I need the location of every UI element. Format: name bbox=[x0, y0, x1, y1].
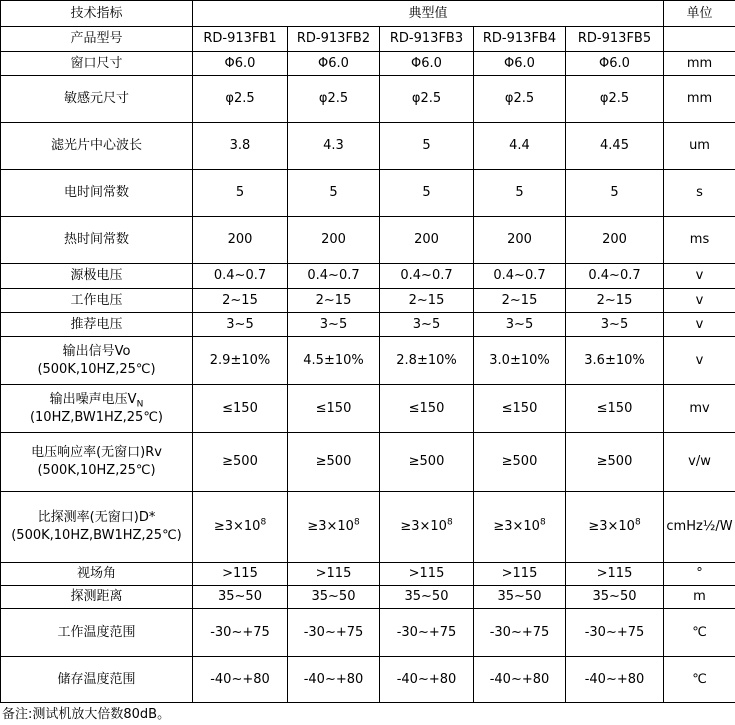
spec-value bbox=[566, 385, 664, 433]
spec-value-text: ≤150 bbox=[596, 400, 633, 416]
spec-value-text: Φ6.0 bbox=[411, 55, 442, 71]
spec-name-text: 热时间常数 bbox=[63, 232, 129, 247]
spec-value-text: -40~+80 bbox=[396, 671, 457, 687]
spec-value bbox=[193, 657, 288, 703]
spec-unit: v/w bbox=[664, 433, 735, 492]
spec-value-text: -30~+75 bbox=[584, 624, 645, 640]
spec-value bbox=[193, 289, 288, 313]
spec-name-line1 bbox=[1, 184, 192, 202]
spec-value-text: φ2.5 bbox=[411, 91, 442, 106]
header-row bbox=[1, 1, 735, 27]
spec-value bbox=[288, 289, 380, 313]
spec-name-line1 bbox=[1, 267, 192, 285]
spec-value-text: ≥3×10 bbox=[588, 519, 635, 534]
spec-value-text: -30~+75 bbox=[303, 624, 364, 640]
spec-name-text: 视场角 bbox=[76, 566, 116, 581]
model-cell: RD-913FB4 bbox=[474, 27, 566, 52]
spec-name-text: 滤光片中心波长 bbox=[50, 138, 142, 153]
spec-value-text: >115 bbox=[315, 566, 352, 581]
spec-value bbox=[380, 313, 474, 337]
model-cell: RD-913FB3 bbox=[380, 27, 474, 52]
spec-row bbox=[1, 337, 735, 385]
spec-value-text: 3~5 bbox=[600, 316, 629, 332]
spec-value bbox=[193, 313, 288, 337]
spec-unit: ℃ bbox=[664, 609, 735, 657]
spec-value bbox=[288, 563, 380, 586]
spec-value bbox=[380, 123, 474, 170]
spec-value bbox=[474, 264, 566, 289]
spec-name bbox=[1, 492, 193, 563]
spec-value bbox=[288, 313, 380, 337]
spec-value-text: ≤150 bbox=[501, 400, 538, 416]
spec-name-line1 bbox=[1, 292, 192, 310]
spec-value-text: -40~+80 bbox=[210, 671, 270, 687]
spec-value-text: 5 bbox=[515, 185, 524, 200]
spec-value bbox=[474, 52, 566, 76]
spec-value-text: 2~15 bbox=[408, 292, 445, 308]
spec-value-text: -40~+80 bbox=[489, 671, 550, 687]
spec-value bbox=[566, 52, 664, 76]
spec-value-text: ≥3×10 bbox=[213, 519, 261, 534]
spec-value-text: φ2.5 bbox=[599, 91, 630, 106]
spec-value bbox=[474, 76, 566, 123]
spec-value-exponent: 8 bbox=[634, 517, 641, 528]
spec-name bbox=[1, 289, 193, 313]
spec-value-text: Φ6.0 bbox=[318, 55, 349, 71]
spec-unit: mm bbox=[664, 76, 735, 123]
spec-value bbox=[566, 609, 664, 657]
spec-value-text: ≥500 bbox=[596, 454, 633, 469]
spec-value bbox=[566, 492, 664, 563]
spec-value bbox=[193, 563, 288, 586]
spec-value bbox=[380, 586, 474, 609]
spec-unit: um bbox=[664, 123, 735, 170]
model-label: 产品型号 bbox=[1, 27, 193, 52]
spec-unit: ° bbox=[664, 563, 735, 586]
spec-value-text: -30~+75 bbox=[489, 624, 550, 640]
spec-value bbox=[193, 52, 288, 76]
spec-value-text: 35~50 bbox=[497, 589, 542, 604]
spec-value-text: 5 bbox=[610, 185, 619, 200]
spec-value bbox=[566, 289, 664, 313]
spec-value bbox=[566, 217, 664, 264]
spec-value-text: ≥3×10 bbox=[400, 519, 447, 534]
spec-name bbox=[1, 123, 193, 170]
spec-unit: v bbox=[664, 313, 735, 337]
spec-value bbox=[474, 170, 566, 217]
spec-value-text: 2~15 bbox=[315, 292, 352, 308]
spec-row bbox=[1, 657, 735, 703]
spec-value-text: ≤150 bbox=[408, 400, 445, 416]
spec-row bbox=[1, 52, 735, 76]
model-row bbox=[1, 27, 735, 52]
spec-value-text: -40~+80 bbox=[584, 671, 645, 687]
spec-unit: ℃ bbox=[664, 657, 735, 703]
spec-name-text: 输出信号Vo bbox=[62, 343, 131, 359]
spec-name bbox=[1, 52, 193, 76]
spec-value bbox=[380, 563, 474, 586]
spec-name-line1 bbox=[1, 137, 192, 155]
spec-name-text: 电时间常数 bbox=[63, 185, 129, 200]
spec-name-line1 bbox=[1, 565, 192, 583]
spec-value bbox=[380, 264, 474, 289]
spec-name-line1 bbox=[1, 231, 192, 249]
model-cell: RD-913FB1 bbox=[193, 27, 288, 52]
spec-value-text: Φ6.0 bbox=[599, 55, 630, 71]
spec-name bbox=[1, 586, 193, 609]
spec-value bbox=[193, 123, 288, 170]
spec-value bbox=[566, 264, 664, 289]
spec-value-text: -30~+75 bbox=[396, 624, 457, 640]
spec-name-text: 工作电压 bbox=[70, 292, 123, 308]
spec-name-text: 推荐电压 bbox=[70, 316, 123, 332]
spec-value bbox=[288, 264, 380, 289]
spec-unit: v bbox=[664, 289, 735, 313]
spec-value-text: 2~15 bbox=[222, 292, 258, 308]
spec-row bbox=[1, 217, 735, 264]
spec-value bbox=[193, 385, 288, 433]
spec-value-text: 3.8 bbox=[229, 138, 251, 153]
spec-value-text: 35~50 bbox=[218, 589, 262, 604]
header-indicator: 技术指标 bbox=[1, 1, 193, 27]
spec-value-text: 4.3 bbox=[323, 138, 344, 153]
spec-name-conditions: (500K,10HZ,BW1HZ,25℃) bbox=[11, 528, 182, 543]
spec-value-text: 5 bbox=[329, 185, 338, 200]
spec-name-line1 bbox=[1, 90, 192, 108]
spec-value bbox=[193, 170, 288, 217]
model-cell: RD-913FB5 bbox=[566, 27, 664, 52]
spec-name bbox=[1, 609, 193, 657]
spec-name-line1 bbox=[1, 509, 192, 527]
spec-name-line1 bbox=[1, 391, 192, 409]
spec-value-text: -30~+75 bbox=[210, 624, 270, 640]
spec-value-text: >115 bbox=[596, 566, 633, 581]
spec-unit: mv bbox=[664, 385, 735, 433]
spec-value-exponent: 8 bbox=[260, 517, 267, 528]
spec-name bbox=[1, 433, 193, 492]
spec-unit: mm bbox=[664, 52, 735, 76]
spec-value-text: 3~5 bbox=[226, 316, 254, 332]
spec-name-subscript: N bbox=[136, 399, 144, 410]
spec-value-exponent: 8 bbox=[539, 517, 546, 528]
spec-value-text: 3~5 bbox=[319, 316, 348, 332]
spec-value bbox=[566, 586, 664, 609]
spec-name bbox=[1, 563, 193, 586]
spec-row bbox=[1, 563, 735, 586]
header-typical: 典型值 bbox=[193, 1, 664, 27]
spec-value bbox=[193, 217, 288, 264]
spec-value bbox=[288, 586, 380, 609]
spec-value bbox=[380, 52, 474, 76]
spec-name bbox=[1, 337, 193, 385]
spec-row bbox=[1, 264, 735, 289]
spec-value bbox=[193, 609, 288, 657]
spec-value-text: 4.5±10% bbox=[303, 352, 364, 368]
spec-value-text: 2.8±10% bbox=[396, 352, 457, 368]
spec-value-text: 5 bbox=[422, 185, 431, 200]
spec-value bbox=[380, 337, 474, 385]
spec-value bbox=[288, 385, 380, 433]
spec-name-conditions: (500K,10HZ,25℃) bbox=[37, 463, 156, 478]
spec-value bbox=[288, 123, 380, 170]
spec-value-text: 0.4~0.7 bbox=[213, 268, 267, 283]
spec-name-text: 窗口尺寸 bbox=[70, 55, 123, 71]
spec-name-text: 电压响应率(无窗口)Rv bbox=[31, 445, 162, 460]
spec-value-text: ≥3×10 bbox=[307, 519, 354, 534]
spec-value bbox=[566, 313, 664, 337]
spec-value bbox=[566, 170, 664, 217]
spec-value bbox=[474, 123, 566, 170]
spec-value-text: 35~50 bbox=[592, 589, 637, 604]
spec-value bbox=[288, 170, 380, 217]
spec-value bbox=[380, 385, 474, 433]
spec-name-conditions: (10HZ,BW1HZ,25℃) bbox=[29, 409, 164, 425]
spec-value-text: -40~+80 bbox=[303, 671, 364, 687]
spec-value bbox=[380, 492, 474, 563]
spec-value bbox=[474, 586, 566, 609]
spec-name-line1 bbox=[1, 316, 192, 334]
spec-name-text: 工作温度范围 bbox=[57, 624, 136, 640]
spec-unit: m bbox=[664, 586, 735, 609]
spec-value-text: φ2.5 bbox=[504, 91, 535, 106]
spec-value-text: 3~5 bbox=[505, 316, 534, 332]
spec-value-text: 4.45 bbox=[600, 138, 629, 153]
spec-name-text: 储存温度范围 bbox=[57, 671, 136, 687]
spec-value-text: φ2.5 bbox=[318, 91, 349, 106]
spec-value bbox=[193, 492, 288, 563]
spec-name-text: 探测距离 bbox=[70, 589, 123, 604]
spec-unit: s bbox=[664, 170, 735, 217]
spec-value bbox=[193, 337, 288, 385]
spec-unit: cmHz½/W bbox=[664, 492, 735, 563]
spec-name-text: 输出噪声电压V bbox=[49, 391, 137, 407]
spec-value bbox=[288, 609, 380, 657]
spec-row bbox=[1, 385, 735, 433]
spec-value bbox=[566, 563, 664, 586]
spec-value bbox=[566, 433, 664, 492]
spec-value bbox=[380, 217, 474, 264]
spec-value-text: Φ6.0 bbox=[224, 55, 256, 71]
spec-value-text: ≤150 bbox=[315, 400, 352, 416]
spec-value-text: 0.4~0.7 bbox=[400, 268, 453, 283]
spec-value bbox=[288, 217, 380, 264]
spec-unit: v bbox=[664, 337, 735, 385]
spec-row bbox=[1, 586, 735, 609]
spec-value-text: >115 bbox=[408, 566, 445, 581]
spec-value-exponent: 8 bbox=[446, 517, 453, 528]
spec-name-text: 比探测率(无窗口)D* bbox=[37, 510, 156, 525]
spec-value bbox=[474, 313, 566, 337]
spec-row bbox=[1, 492, 735, 563]
spec-value bbox=[288, 76, 380, 123]
spec-value-text: ≥500 bbox=[408, 454, 445, 469]
spec-name-text: 敏感元尺寸 bbox=[63, 91, 129, 106]
spec-value-text: φ2.5 bbox=[225, 91, 255, 106]
spec-value bbox=[474, 385, 566, 433]
spec-value bbox=[288, 337, 380, 385]
spec-value bbox=[566, 657, 664, 703]
spec-value-text: ≥500 bbox=[222, 454, 258, 469]
spec-value bbox=[474, 217, 566, 264]
spec-row bbox=[1, 609, 735, 657]
spec-value-text: 5 bbox=[422, 138, 431, 153]
spec-name bbox=[1, 657, 193, 703]
spec-value-text: 4.4 bbox=[509, 138, 530, 153]
spec-value bbox=[288, 492, 380, 563]
spec-value bbox=[380, 609, 474, 657]
spec-value-text: 2.9±10% bbox=[209, 352, 271, 368]
spec-value-text: 3~5 bbox=[412, 316, 441, 332]
spec-value bbox=[193, 76, 288, 123]
spec-value bbox=[474, 563, 566, 586]
model-unit bbox=[664, 27, 735, 52]
model-cell: RD-913FB2 bbox=[288, 27, 380, 52]
spec-value bbox=[380, 76, 474, 123]
spec-row bbox=[1, 76, 735, 123]
spec-name-line1 bbox=[1, 624, 192, 642]
spec-value bbox=[288, 657, 380, 703]
header-unit: 单位 bbox=[664, 1, 735, 27]
spec-value bbox=[566, 123, 664, 170]
spec-value-text: 0.4~0.7 bbox=[493, 268, 546, 283]
spec-rows bbox=[1, 52, 735, 703]
spec-name bbox=[1, 217, 193, 264]
spec-value-text: >115 bbox=[501, 566, 538, 581]
spec-name bbox=[1, 385, 193, 433]
spec-value bbox=[474, 337, 566, 385]
spec-value-text: 200 bbox=[507, 232, 532, 247]
spec-value-text: Φ6.0 bbox=[504, 55, 535, 71]
spec-name-line1 bbox=[1, 55, 192, 73]
spec-name bbox=[1, 264, 193, 289]
spec-value-text: ≤150 bbox=[222, 400, 258, 416]
spec-name-line1 bbox=[1, 588, 192, 606]
spec-row bbox=[1, 313, 735, 337]
spec-value-text: 2~15 bbox=[596, 292, 633, 308]
spec-name-line1 bbox=[1, 671, 192, 689]
spec-row bbox=[1, 123, 735, 170]
spec-name bbox=[1, 313, 193, 337]
spec-value-text: 2~15 bbox=[501, 292, 538, 308]
spec-value bbox=[193, 264, 288, 289]
spec-value-text: 3.0±10% bbox=[489, 352, 550, 368]
spec-value-text: 3.6±10% bbox=[584, 352, 645, 368]
spec-row bbox=[1, 170, 735, 217]
spec-value bbox=[380, 289, 474, 313]
spec-value bbox=[474, 289, 566, 313]
spec-value-text: 0.4~0.7 bbox=[588, 268, 641, 283]
spec-unit: ms bbox=[664, 217, 735, 264]
spec-value bbox=[380, 433, 474, 492]
spec-value bbox=[288, 433, 380, 492]
spec-value bbox=[288, 52, 380, 76]
spec-value-text: 35~50 bbox=[311, 589, 356, 604]
spec-unit: v bbox=[664, 264, 735, 289]
spec-name-line1 bbox=[1, 444, 192, 462]
spec-value bbox=[566, 76, 664, 123]
spec-value-text: 200 bbox=[414, 232, 439, 247]
spec-value bbox=[474, 492, 566, 563]
spec-value bbox=[380, 170, 474, 217]
spec-name-line1 bbox=[1, 343, 192, 361]
spec-name bbox=[1, 170, 193, 217]
spec-value-text: 5 bbox=[235, 185, 245, 200]
spec-value-text: ≥500 bbox=[315, 454, 352, 469]
spec-value-text: 200 bbox=[227, 232, 253, 247]
spec-value-text: 0.4~0.7 bbox=[307, 268, 360, 283]
spec-value-exponent: 8 bbox=[353, 517, 360, 528]
spec-value-text: 200 bbox=[602, 232, 627, 247]
spec-name bbox=[1, 76, 193, 123]
spec-value bbox=[474, 609, 566, 657]
spec-row bbox=[1, 289, 735, 313]
spec-value bbox=[566, 337, 664, 385]
spec-name-text: 源极电压 bbox=[70, 268, 123, 283]
spec-value bbox=[193, 586, 288, 609]
footnote: 备注:测试机放大倍数80dB。 bbox=[2, 707, 171, 722]
spec-value bbox=[380, 657, 474, 703]
spec-value bbox=[193, 433, 288, 492]
spec-value-text: ≥3×10 bbox=[493, 519, 540, 534]
spec-value bbox=[474, 657, 566, 703]
spec-row bbox=[1, 433, 735, 492]
spec-value bbox=[474, 433, 566, 492]
spec-name-conditions: (500K,10HZ,25℃) bbox=[37, 361, 156, 377]
spec-value-text: ≥500 bbox=[501, 454, 538, 469]
spec-value-text: 200 bbox=[321, 232, 346, 247]
spec-value-text: >115 bbox=[222, 566, 258, 581]
spec-value-text: 35~50 bbox=[404, 589, 449, 604]
